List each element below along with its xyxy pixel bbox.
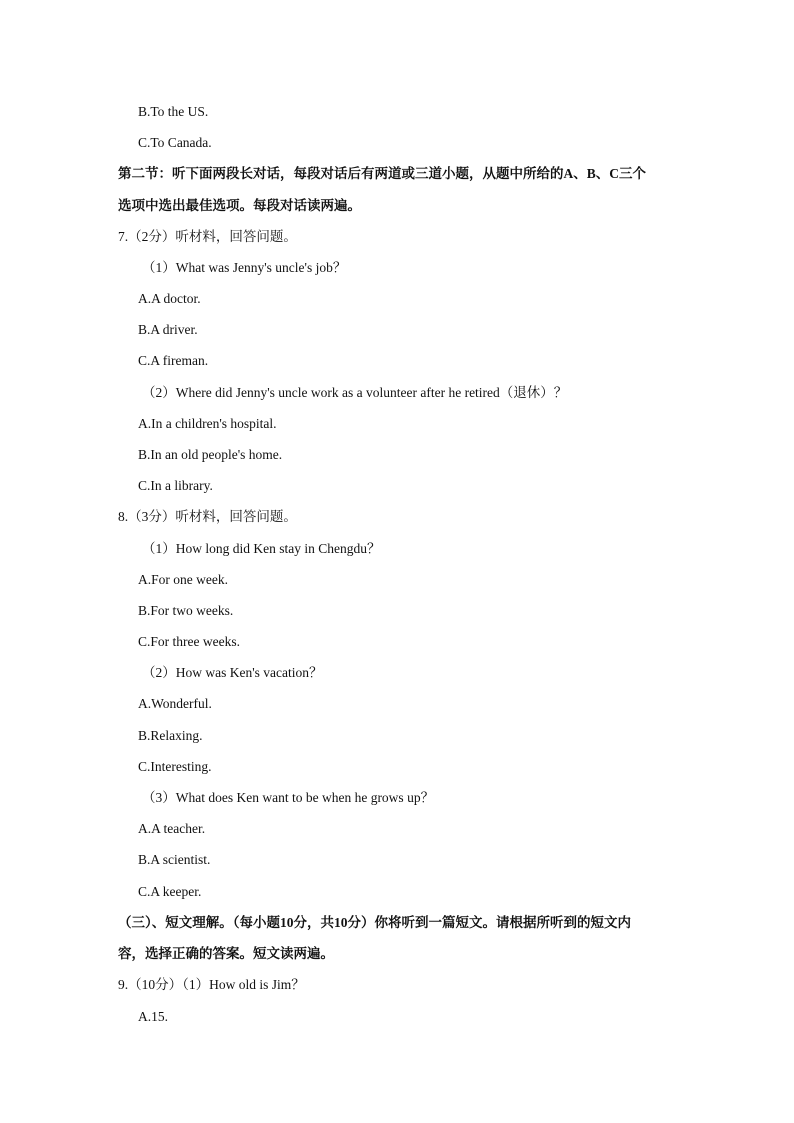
q7-sub2-question: （2）Where did Jenny's uncle work as a volunteer after he retired（退休）？: [142, 385, 568, 400]
q9-option-a: A.15.: [138, 1009, 168, 1024]
q7-sub1-option-c: C.A fireman.: [138, 353, 209, 368]
q8-sub1-question: （1）How long did Ken stay in Chengdu？: [142, 541, 381, 556]
q7-sub2-option-b: B.In an old people's home.: [138, 447, 283, 462]
q7-sub1-option-a: A.A doctor.: [138, 291, 201, 306]
q7-header: 7.（2分）听材料，回答问题。: [118, 229, 297, 244]
section3-instruction-line2: 容，选择正确的答案。短文读两遍。: [118, 946, 334, 961]
q7-sub1-question: （1）What was Jenny's uncle's job？: [142, 260, 347, 275]
q9-header: 9.（10分）（1）How old is Jim？: [118, 977, 305, 992]
q8-sub2-option-a: A.Wonderful.: [138, 696, 212, 711]
q8-sub3-option-a: A.A teacher.: [138, 821, 206, 836]
q8-sub3-option-c: C.A keeper.: [138, 884, 202, 899]
q8-sub2-option-b: B.Relaxing.: [138, 728, 203, 743]
q8-sub2-question: （2）How was Ken's vacation？: [142, 665, 323, 680]
q7-sub2-option-c: C.In a library.: [138, 478, 213, 493]
q7-sub1-option-b: B.A driver.: [138, 322, 198, 337]
q8-sub3-question: （3）What does Ken want to be when he grows up？: [142, 790, 435, 805]
prev-option-b: B.To the US.: [138, 104, 209, 119]
section2-instruction-line2: 选项中选出最佳选项。每段对话读两遍。: [118, 198, 361, 213]
q8-sub1-option-c: C.For three weeks.: [138, 634, 240, 649]
q8-sub3-option-b: B.A scientist.: [138, 852, 211, 867]
q8-sub1-option-a: A.For one week.: [138, 572, 228, 587]
q7-sub2-option-a: A.In a children's hospital.: [138, 416, 277, 431]
section3-instruction-line1: （三）、短文理解。（每小题10分，共10分）你将听到一篇短文。请根据所听到的短文内: [118, 915, 631, 930]
q8-sub1-option-b: B.For two weeks.: [138, 603, 234, 618]
q8-header: 8.（3分）听材料，回答问题。: [118, 509, 297, 524]
prev-option-c: C.To Canada.: [138, 135, 212, 150]
q8-sub2-option-c: C.Interesting.: [138, 759, 212, 774]
section2-instruction-line1: 第二节：听下面两段长对话，每段对话后有两道或三道小题，从题中所给的A、B、C三个: [118, 166, 647, 181]
